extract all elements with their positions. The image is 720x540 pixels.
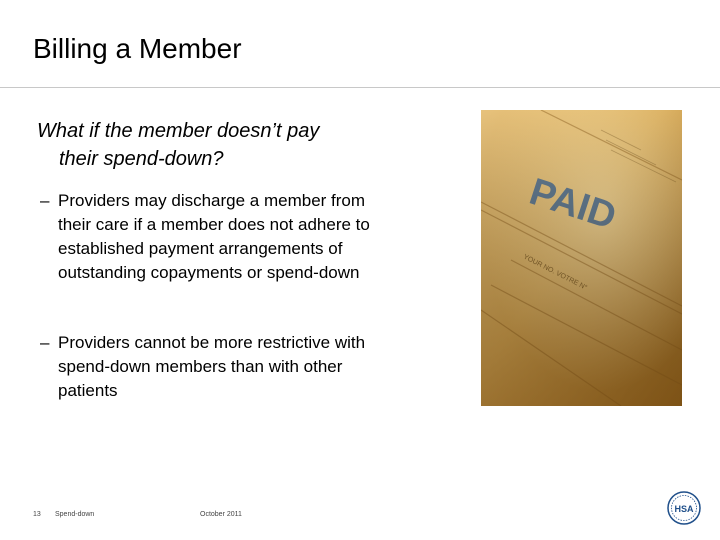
bullet-dash: –: [40, 191, 50, 210]
slide-title: Billing a Member: [33, 33, 242, 64]
question-line-1: What if the member doesn’t pay: [37, 120, 320, 142]
question-text: [37, 117, 457, 173]
bullet-text: Providers cannot be more restrictive with spend-down members than with other patients: [58, 333, 366, 400]
title-divider: [0, 87, 720, 88]
bullet-item: [40, 331, 400, 403]
svg-text:HSA: HSA: [674, 504, 694, 514]
bullet-text: Providers may discharge a member from their care if a member does not adhere to established payment arrangements of outstanding copayments or spend-down: [58, 191, 370, 282]
paid-photo-graphic: [481, 110, 682, 406]
page-number: 13: [33, 511, 41, 518]
hsa-logo: [667, 491, 701, 525]
question-line-2: their spend-down?: [59, 148, 224, 170]
bullet-dash: –: [40, 333, 50, 352]
paid-stamp-photo: [481, 110, 682, 406]
hsa-seal-icon: [667, 491, 701, 525]
footer-topic: Spend-down: [55, 511, 95, 518]
footer-date: October 2011: [200, 511, 242, 518]
bullet-item: [40, 189, 400, 285]
